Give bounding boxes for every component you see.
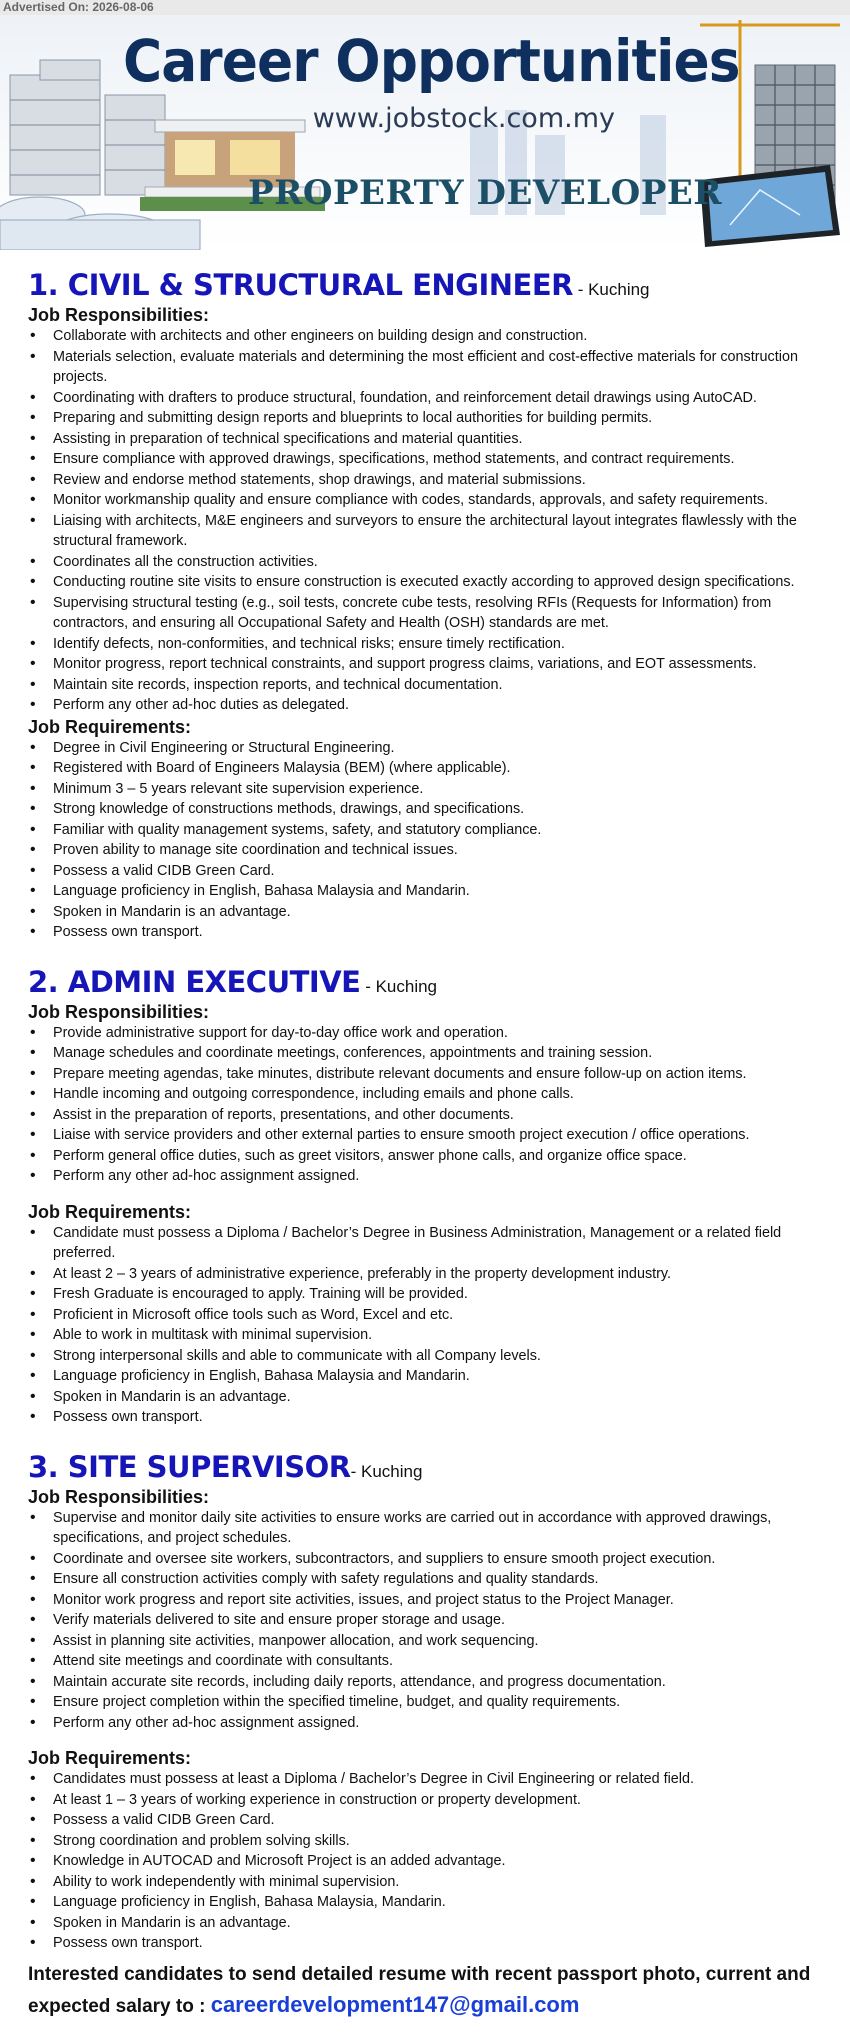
list-item: • Strong coordination and problem solving skills. [28,1831,838,1852]
list-item: • Ability to work independently with minimal supervision. [28,1872,838,1893]
list-item: • Possess own transport. [28,1933,838,1954]
job-listings [0,250,850,2022]
banner-subtitle: PROPERTY DEVELOPER [248,173,722,213]
list-item: • Possess own transport. [28,922,838,943]
list-item: • Ensure compliance with approved drawings, specifications, method statements, and contract requirements. [28,449,838,470]
list-item: • Attend site meetings and coordinate with consultants. [28,1651,838,1672]
list-item: • Prepare meeting agendas, take minutes, distribute relevant documents and ensure follow-up on action items. [28,1064,838,1085]
responsibilities-heading: Job Responsibilities: [28,1001,210,1022]
requirements-list [28,738,850,943]
job-title: 2. ADMIN EXECUTIVE [28,964,361,999]
list-item: • At least 1 – 3 years of working experience in construction or property development. [28,1790,838,1811]
list-item: • Minimum 3 – 5 years relevant site supervision experience. [28,779,838,800]
list-item: • Registered with Board of Engineers Malaysia (BEM) (where applicable). [28,758,838,779]
list-item: • Able to work in multitask with minimal supervision. [28,1325,838,1346]
list-item: • Language proficiency in English, Bahasa Malaysia and Mandarin. [28,881,838,902]
list-item: • Perform any other ad-hoc duties as delegated. [28,695,838,716]
list-item: • Degree in Civil Engineering or Structural Engineering. [28,738,838,759]
list-item: • Candidates must possess at least a Diploma / Bachelor’s Degree in Civil Engineering or related field. [28,1769,838,1790]
responsibilities-list [28,1508,850,1734]
contact-email-link[interactable]: careerdevelopment147@gmail.com [210,1991,580,2017]
list-item: • Perform any other ad-hoc assignment assigned. [28,1166,838,1187]
list-item: • Fresh Graduate is encouraged to apply. Training will be provided. [28,1284,838,1305]
requirements-heading: Job Requirements: [28,716,192,737]
list-item: • Liaise with service providers and other external parties to ensure smooth project execution / office operations. [28,1125,838,1146]
responsibilities-heading: Job Responsibilities: [28,1486,210,1507]
list-item: • Supervising structural testing (e.g., soil tests, concrete cube tests, resolving RFIs (Requests for Information) from contractors, and ensuring all Occupational Safety and Health (OSH) standards are met. [28,593,838,634]
responsibilities-list [28,1023,850,1187]
list-item: • Strong interpersonal skills and able to communicate with all Company levels. [28,1346,838,1367]
list-item: • Assist in planning site activities, manpower allocation, and work sequencing. [28,1631,838,1652]
list-item: • Verify materials delivered to site and ensure proper storage and usage. [28,1610,838,1631]
list-item: • Ensure all construction activities comply with safety regulations and quality standards. [28,1569,838,1590]
list-item: • Conducting routine site visits to ensure construction is executed exactly according to approved design specifications. [28,572,838,593]
list-item: • Maintain site records, inspection reports, and technical documentation. [28,675,838,696]
list-item: • Candidate must possess a Diploma / Bachelor’s Degree in Business Administration, Management or a related field preferred. [28,1223,838,1264]
job-heading [28,1448,850,1486]
list-item: • Coordinate and oversee site workers, subcontractors, and suppliers to ensure smooth project execution. [28,1549,838,1570]
list-item: • Strong knowledge of constructions methods, drawings, and specifications. [28,799,838,820]
footer-line-2-text: expected salary to : [28,1995,211,2017]
footer-line-2 [28,1990,850,2022]
list-item: • Identify defects, non-conformities, and technical risks; ensure timely rectification. [28,634,838,655]
footer-line-1: Interested candidates to send detailed resume with recent passport photo, current and [28,1963,811,1985]
banner-url: www.jobstock.com.my [312,103,615,134]
job-location: - Kuching [360,976,438,996]
list-item: • Provide administrative support for day-to-day office work and operation. [28,1023,838,1044]
job-location: - Kuching [350,1461,423,1481]
list-item: • Supervise and monitor daily site activities to ensure works are carried out in accordance with approved drawings, specifications, and project schedules. [28,1508,838,1549]
list-item: • Coordinates all the construction activities. [28,552,838,573]
job-title: 1. CIVIL & STRUCTURAL ENGINEER [28,268,573,302]
advertised-on-text: Advertised On: 2026-08-06 [3,0,154,14]
list-item: • Assisting in preparation of technical specifications and material quantities. [28,429,838,450]
list-item: • Spoken in Mandarin is an advantage. [28,902,838,923]
list-item: • Familiar with quality management systems, safety, and statutory compliance. [28,820,838,841]
requirements-list [28,1769,850,1954]
job-heading [28,963,850,1001]
responsibilities-list [28,326,850,716]
list-item: • Maintain accurate site records, including daily reports, attendance, and progress documentation. [28,1672,838,1693]
list-item: • At least 2 – 3 years of administrative experience, preferably in the property development industry. [28,1264,838,1285]
list-item: • Preparing and submitting design reports and blueprints to local authorities for building permits. [28,408,838,429]
list-item: • Language proficiency in English, Bahasa Malaysia and Mandarin. [28,1366,838,1387]
list-item: • Ensure project completion within the specified timeline, budget, and quality requirements. [28,1692,838,1713]
list-item: • Assist in the preparation of reports, presentations, and other documents. [28,1105,838,1126]
list-item: • Materials selection, evaluate materials and determining the most efficient and cost-effective materials for construction projects. [28,347,838,388]
list-item: • Collaborate with architects and other engineers on building design and construction. [28,326,838,347]
requirements-heading: Job Requirements: [28,1201,192,1222]
requirements-list [28,1223,850,1428]
job-site-supervisor [28,1448,850,1954]
list-item: • Handle incoming and outgoing correspondence, including emails and phone calls. [28,1084,838,1105]
list-item: • Proficient in Microsoft office tools such as Word, Excel and etc. [28,1305,838,1326]
list-item: • Perform any other ad-hoc assignment assigned. [28,1713,838,1734]
list-item: • Spoken in Mandarin is an advantage. [28,1913,838,1934]
advertised-on-bar [0,0,850,15]
career-banner [0,15,850,250]
list-item: • Monitor work progress and report site activities, issues, and project status to the Project Manager. [28,1590,838,1611]
list-item: • Possess a valid CIDB Green Card. [28,1810,838,1831]
job-heading [28,266,850,304]
list-item: • Perform general office duties, such as greet visitors, answer phone calls, and organize office space. [28,1146,838,1167]
list-item: • Manage schedules and coordinate meetings, conferences, appointments and training session. [28,1043,838,1064]
job-location: - Kuching [572,280,650,299]
list-item: • Possess a valid CIDB Green Card. [28,861,838,882]
job-title: 3. SITE SUPERVISOR [28,1449,351,1484]
list-item: • Proven ability to manage site coordination and technical issues. [28,840,838,861]
job-admin-executive [28,963,850,1428]
banner-title: Career Opportunities [122,27,740,95]
list-item: • Spoken in Mandarin is an advantage. [28,1387,838,1408]
list-item: • Review and endorse method statements, shop drawings, and material submissions. [28,470,838,491]
list-item: • Monitor workmanship quality and ensure compliance with codes, standards, approvals, and safety requirements. [28,490,838,511]
application-instructions [28,1954,850,2022]
list-item: • Language proficiency in English, Bahasa Malaysia, Mandarin. [28,1892,838,1913]
responsibilities-heading: Job Responsibilities: [28,305,210,325]
list-item: • Possess own transport. [28,1407,838,1428]
job-civil-structural-engineer [28,266,850,943]
list-item: • Liaising with architects, M&E engineers and surveyors to ensure the architectural layout integrates flawlessly with the structural framework. [28,511,838,552]
list-item: • Coordinating with drafters to produce structural, foundation, and reinforcement detail drawings using AutoCAD. [28,388,838,409]
list-item: • Monitor progress, report technical constraints, and support progress claims, variations, and EOT assessments. [28,654,838,675]
list-item: • Knowledge in AUTOCAD and Microsoft Project is an added advantage. [28,1851,838,1872]
requirements-heading: Job Requirements: [28,1748,192,1768]
